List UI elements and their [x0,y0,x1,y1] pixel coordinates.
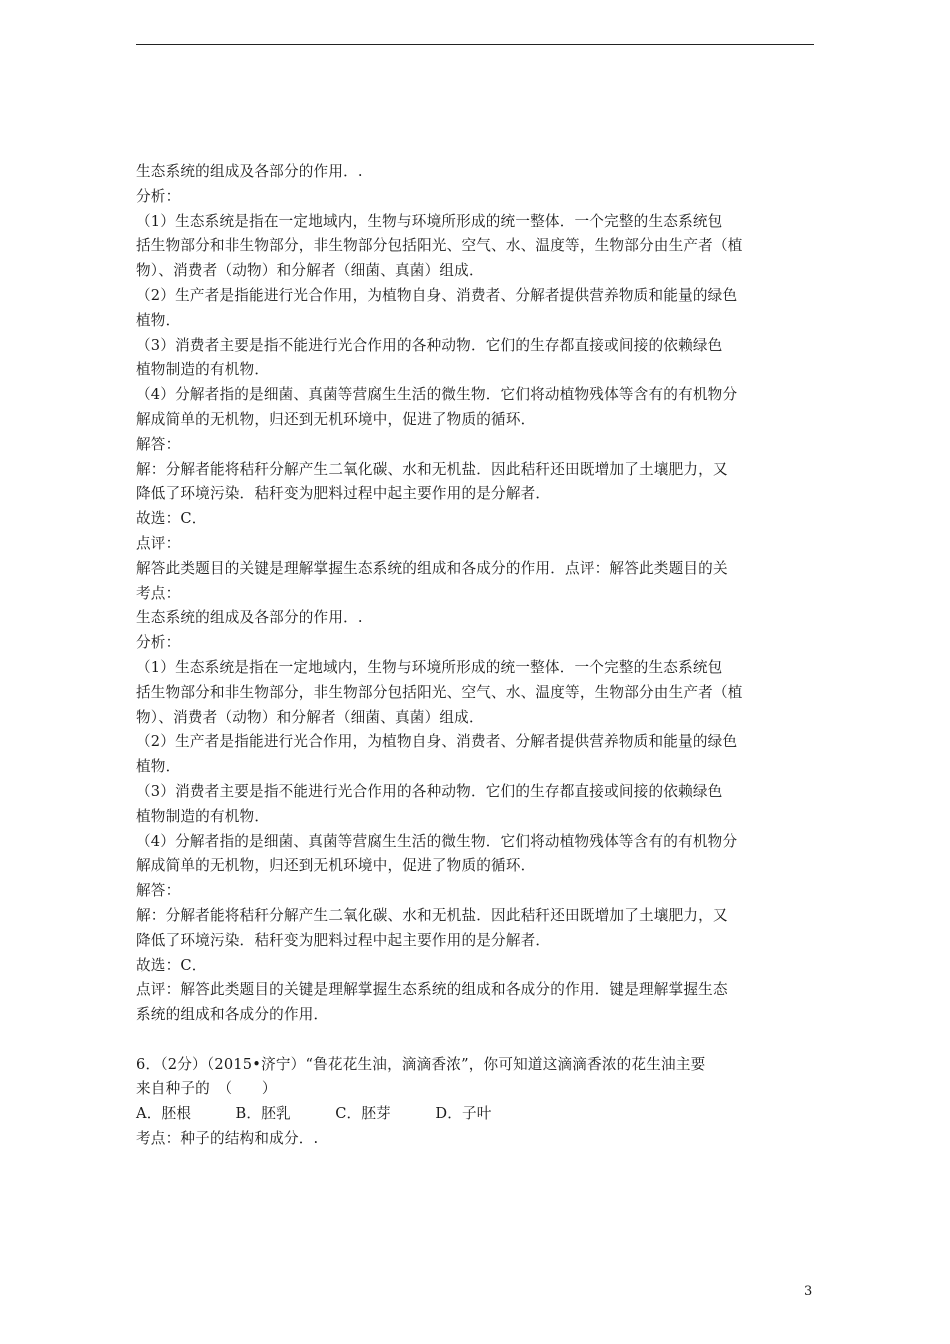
text-line: （2）生产者是指能进行光合作用，为植物自身、消费者、分解者提供营养物质和能量的绿色 [136,286,738,304]
text-line: 解答： [136,882,181,900]
text-line: 点评：解答此类题目的关键是理解掌握生态系统的组成和各成分的作用．键是理解掌握生态 [136,981,728,999]
header-rule [136,44,814,45]
text-line: 分析： [136,187,181,205]
text-line: 降低了环境污染．秸秆变为肥料过程中起主要作用的是分解者． [136,485,551,503]
text-line: 生态系统的组成及各部分的作用．. [136,609,363,627]
text-line: 解答： [136,435,181,453]
question-stem-continued: 来自种子的 （ ） [136,1080,277,1098]
text-line: 分析： [136,634,181,652]
text-line: （4）分解者指的是细菌、真菌等营腐生生活的微生物．它们将动植物残体等含有的有机物分 [136,832,738,850]
text-line: 生态系统的组成及各部分的作用．. [136,163,363,180]
text-line: 故选：C． [136,956,207,974]
text-line: （2）生产者是指能进行光合作用，为植物自身、消费者、分解者提供营养物质和能量的绿色 [136,733,738,751]
knowledge-point: 考点：种子的结构和成分．. [136,1130,319,1148]
page-number: 3 [804,1284,813,1299]
text-line: 物）、消费者（动物）和分解者（细菌、真菌）组成． [136,708,484,726]
answer-options: A．胚根 B．胚乳 C．胚芽 D．子叶 [136,1105,492,1123]
text-line: （1）生态系统是指在一定地域内，生物与环境所形成的统一整体．一个完整的生态系统包 [136,212,723,230]
text-line: （1）生态系统是指在一定地域内，生物与环境所形成的统一整体．一个完整的生态系统包 [136,658,723,676]
text-line: 降低了环境污染．秸秆变为肥料过程中起主要作用的是分解者． [136,931,551,949]
text-line: （3）消费者主要是指不能进行光合作用的各种动物．它们的生存都直接或间接的依赖绿色 [136,782,723,800]
text-line: 解：分解者能将秸秆分解产生二氧化碳、水和无机盐．因此秸秆还田既增加了土壤肥力，又 [136,460,728,478]
text-line: 括生物部分和非生物部分，非生物部分包括阳光、空气、水、温度等，生物部分由生产者（植 [136,683,743,701]
text-line: 括生物部分和非生物部分，非生物部分包括阳光、空气、水、温度等，生物部分由生产者（植 [136,237,743,255]
text-line: 解成简单的无机物，归还到无机环境中，促进了物质的循环． [136,410,536,428]
text-line: （3）消费者主要是指不能进行光合作用的各种动物．它们的生存都直接或间接的依赖绿色 [136,336,723,354]
text-line: 点评： [136,534,181,552]
paragraph-gap [136,1028,816,1053]
text-line: 物）、消费者（动物）和分解者（细菌、真菌）组成． [136,262,484,280]
text-line: 植物制造的有机物． [136,807,270,825]
text-line: 植物． [136,311,181,329]
text-line: 系统的组成和各成分的作用． [136,1006,329,1024]
text-line: 故选：C． [136,510,207,528]
text-line: 解成简单的无机物，归还到无机环境中，促进了物质的循环． [136,857,536,875]
text-line: 植物制造的有机物． [136,361,270,379]
text-line: （4）分解者指的是细菌、真菌等营腐生生活的微生物．它们将动植物残体等含有的有机物分 [136,386,738,404]
document-body [136,160,816,1152]
answer-block [136,160,816,1028]
question-stem: 6．（2分）（2015•济宁）“鲁花花生油，滴滴香浓”，你可知道这滴滴香浓的花生油主要 [136,1055,706,1073]
text-line: 解：分解者能将秸秆分解产生二氧化碳、水和无机盐．因此秸秆还田既增加了土壤肥力，又 [136,906,728,924]
text-line: 解答此类题目的关键是理解掌握生态系统的组成和各成分的作用．点评：解答此类题目的关 [136,559,728,577]
text-line: 植物． [136,758,181,776]
text-line: 考点： [136,584,181,602]
question-block [136,1053,816,1152]
